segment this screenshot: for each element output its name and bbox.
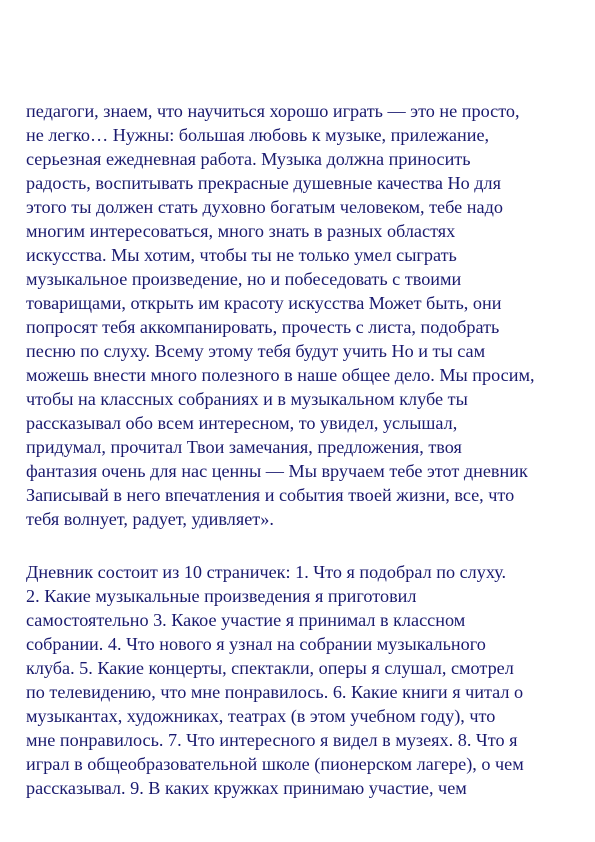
- text-line: 2. Какие музыкальные произведения я приготовил: [26, 586, 417, 606]
- paragraph-1: [26, 99, 586, 531]
- text-line: товарищами, открыть им красоту искусства Может быть, они: [26, 293, 502, 313]
- text-line: Записывай в него впечатления и события твоей жизни, все, что: [26, 485, 515, 505]
- text-line: мне понравилось. 7. Что интересного я видел в музеях. 8. Что я: [26, 730, 518, 750]
- text-line: этого ты должен стать духовно богатым человеком, тебе надо: [26, 197, 503, 217]
- text-line: тебя волнует, радует, удивляет».: [26, 509, 274, 529]
- text-line: радость, воспитывать прекрасные душевные качества Но для: [26, 173, 501, 193]
- text-line: попросят тебя аккомпанировать, прочесть с листа, подобрать: [26, 317, 500, 337]
- text-line: музыкантах, художниках, театрах (в этом учебном году), что: [26, 706, 496, 726]
- text-line: играл в общеобразовательной школе (пионерском лагере), о чем: [26, 754, 524, 774]
- text-line: многим интересоваться, много знать в разных областях: [26, 221, 456, 241]
- text-line: педагоги, знаем, что научиться хорошо играть — это не просто,: [26, 101, 520, 121]
- text-line: клуба. 5. Какие концерты, спектакли, оперы я слушал, смотрел: [26, 658, 514, 678]
- text-line: рассказывал. 9. В каких кружках принимаю участие, чем: [26, 778, 467, 798]
- text-line: придумал, прочитал Твои замечания, предложения, твоя: [26, 437, 462, 457]
- text-line: песню по слуху. Всему этому тебя будут учить Но и ты сам: [26, 341, 486, 361]
- text-line: не легко… Нужны: большая любовь к музыке, прилежание,: [26, 125, 490, 145]
- text-line: чтобы на классных собраниях и в музыкальном клубе ты: [26, 389, 468, 409]
- text-line: серьезная ежедневная работа. Музыка должна приносить: [26, 149, 471, 169]
- paragraph-2: [26, 560, 586, 800]
- text-line: по телевидению, что мне понравилось. 6. Какие книги я читал о: [26, 682, 524, 702]
- text-line: Дневник состоит из 10 страничек: 1. Что я подобрал по слуху.: [26, 562, 507, 582]
- text-line: рассказывал обо всем интересном, то увидел, услышал,: [26, 413, 458, 433]
- text-line: искусства. Мы хотим, чтобы ты не только умел сыграть: [26, 245, 457, 265]
- text-line: музыкальное произведение, но и побеседовать с твоими: [26, 269, 462, 289]
- text-line: можешь внести много полезного в наше общее дело. Мы просим,: [26, 365, 535, 385]
- text-line: фантазия очень для нас ценны — Мы вручаем тебе этот дневник: [26, 461, 528, 481]
- text-line: самостоятельно 3. Какое участие я принимал в классном: [26, 610, 466, 630]
- text-line: собрании. 4. Что нового я узнал на собрании музыкального: [26, 634, 486, 654]
